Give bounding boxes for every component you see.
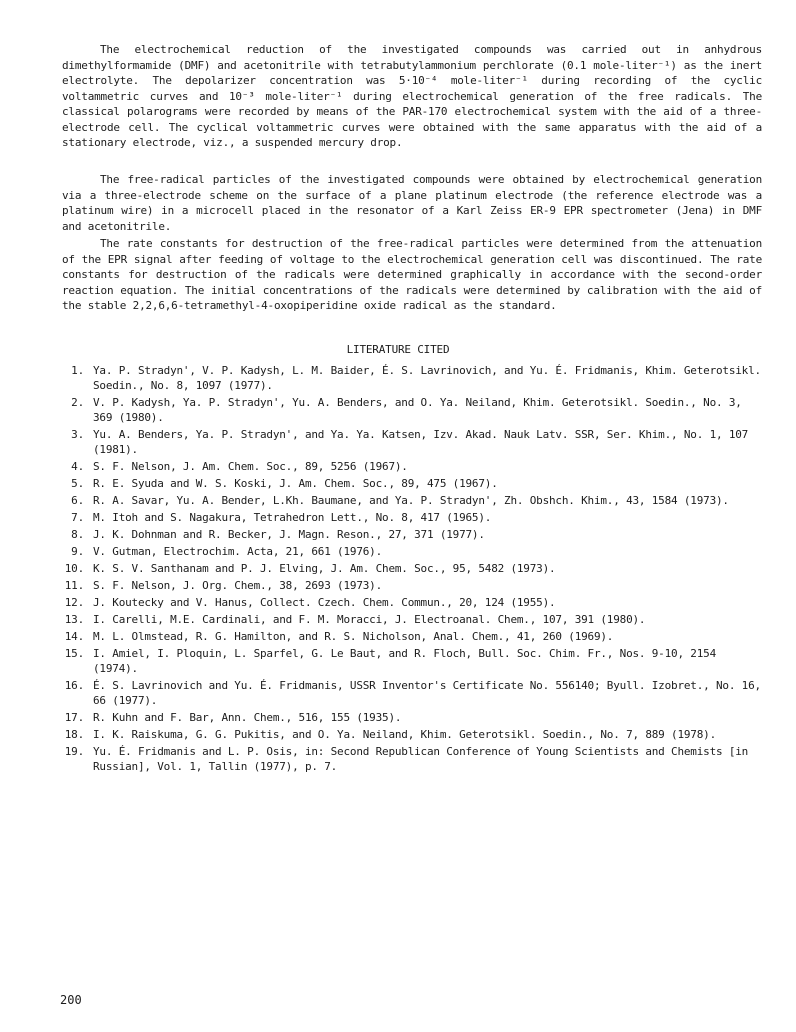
reference-number: 9. — [71, 545, 84, 558]
reference-number: 1. — [71, 364, 84, 377]
reference-number: 6. — [71, 494, 84, 507]
reference-item — [50, 527, 762, 542]
reference-item — [50, 510, 762, 525]
reference-text: K. S. V. Santhanam and P. J. Elving, J. Am. Chem. Soc., 95, 5482 (1973). — [93, 562, 556, 575]
reference-item — [50, 561, 762, 576]
reference-number: 14. — [64, 630, 84, 643]
reference-item — [50, 744, 762, 774]
reference-item — [50, 493, 762, 508]
reference-item — [50, 595, 762, 610]
reference-number: 15. — [64, 647, 84, 660]
reference-number: 19. — [64, 745, 84, 758]
reference-number: 8. — [71, 528, 84, 541]
reference-text: É. S. Lavrinovich and Yu. É. Fridmanis, USSR Inventor's Certificate No. 556140; Byull. Izobret., No. 16, 66 (1977). — [93, 679, 761, 707]
reference-item — [50, 476, 762, 491]
reference-item — [50, 395, 762, 425]
reference-list — [50, 363, 762, 776]
body-paragraph-methods: The electrochemical reduction of the investigated compounds was carried out in anhydrous dimethylformamide (DMF) and acetonitrile with tetrabutylammonium perchlorate (0.1 mole-liter⁻¹) as the inert electrolyte. The depolarizer concentration was 5·10⁻⁴ mole-liter⁻¹ during recording of the cyclic voltammetric curves and 10⁻³ mole-liter⁻¹ during electrochemical generation of the free radicals. The classical polarograms were recorded by means of the PAR-170 electrochemical system with the aid of a three-electrode cell. The cyclical voltammetric curves were obtained with the same apparatus with the aid of a stationary electrode, viz., a suspended mercury drop. — [62, 43, 762, 149]
reference-item — [50, 629, 762, 644]
reference-number: 7. — [71, 511, 84, 524]
reference-item — [50, 578, 762, 593]
reference-number: 13. — [64, 613, 84, 626]
reference-item — [50, 427, 762, 457]
reference-number: 10. — [64, 562, 84, 575]
reference-text: J. Koutecky and V. Hanus, Collect. Czech. Chem. Commun., 20, 124 (1955). — [93, 596, 556, 609]
reference-text: S. F. Nelson, J. Am. Chem. Soc., 89, 5256 (1967). — [93, 460, 408, 473]
reference-item — [50, 710, 762, 725]
reference-item — [50, 727, 762, 742]
reference-item — [50, 612, 762, 627]
literature-cited-heading: LITERATURE CITED — [346, 343, 450, 356]
reference-number: 3. — [71, 428, 84, 441]
reference-text: V. Gutman, Electrochim. Acta, 21, 661 (1976). — [93, 545, 383, 558]
reference-number: 11. — [64, 579, 84, 592]
reference-text: Yu. É. Fridmanis and L. P. Osis, in: Second Republican Conference of Young Scientists and Chemists [in Russian], Vol. 1, Tallin (1977), p. 7. — [93, 745, 749, 773]
reference-text: I. Carelli, M.E. Cardinali, and F. M. Moracci, J. Electroanal. Chem., 107, 391 (1980). — [93, 613, 646, 626]
reference-number: 17. — [64, 711, 84, 724]
reference-text: M. L. Olmstead, R. G. Hamilton, and R. S. Nicholson, Anal. Chem., 41, 260 (1969). — [93, 630, 614, 643]
reference-item — [50, 363, 762, 393]
reference-number: 4. — [71, 460, 84, 473]
reference-number: 2. — [71, 396, 84, 409]
reference-text: Ya. P. Stradyn', V. P. Kadysh, L. M. Baider, É. S. Lavrinovich, and Yu. É. Fridmanis, Khim. Geterotsikl. Soedin., No. 8, 1097 (1977). — [93, 364, 761, 392]
reference-text: R. Kuhn and F. Bar, Ann. Chem., 516, 155 (1935). — [93, 711, 402, 724]
reference-text: J. K. Dohnman and R. Becker, J. Magn. Reson., 27, 371 (1977). — [93, 528, 485, 541]
reference-number: 5. — [71, 477, 84, 490]
reference-text: R. E. Syuda and W. S. Koski, J. Am. Chem. Soc., 89, 475 (1967). — [93, 477, 498, 490]
reference-item — [50, 678, 762, 708]
reference-text: S. F. Nelson, J. Org. Chem., 38, 2693 (1973). — [93, 579, 383, 592]
reference-text: Yu. A. Benders, Ya. P. Stradyn', and Ya. Ya. Katsen, Izv. Akad. Nauk Latv. SSR, Ser. Khim., No. 1, 107 (1981). — [93, 428, 749, 456]
reference-text: M. Itoh and S. Nagakura, Tetrahedron Lett., No. 8, 417 (1965). — [93, 511, 492, 524]
reference-text: I. Amiel, I. Ploquin, L. Sparfel, G. Le Baut, and R. Floch, Bull. Soc. Chim. Fr., Nos. 9-10, 2154 (1974). — [93, 647, 716, 675]
page-number: 200 — [60, 993, 82, 1007]
body-paragraph-generation: The free-radical particles of the investigated compounds were obtained by electrochemical generation via a three-electrode scheme on the surface of a plane platinum electrode (the reference electrode was a platinum wire) in a microcell placed in the resonator of a Karl Zeiss ER-9 EPR spectrometer (Jena) in DMF and acetonitrile. — [62, 173, 762, 233]
reference-item — [50, 646, 762, 676]
reference-number: 18. — [64, 728, 84, 741]
reference-item — [50, 544, 762, 559]
reference-text: V. P. Kadysh, Ya. P. Stradyn', Yu. A. Benders, and O. Ya. Neiland, Khim. Geterotsikl. Soedin., No. 3, 369 (1980). — [93, 396, 742, 424]
reference-number: 12. — [64, 596, 84, 609]
reference-item — [50, 459, 762, 474]
body-paragraph-rate-constants: The rate constants for destruction of the free-radical particles were determined from the attenuation of the EPR signal after feeding of voltage to the electrochemical generation cell was discontinued. The rate constants for destruction of the radicals were determined graphically in accordance with the second-order reaction equation. The initial concentrations of the radicals were determined by calibration with the aid of the stable 2,2,6,6-tetramethyl-4-oxopiperidine oxide radical as the standard. — [62, 237, 762, 312]
reference-text: I. K. Raiskuma, G. G. Pukitis, and O. Ya. Neiland, Khim. Geterotsikl. Soedin., No. 7, 889 (1978). — [93, 728, 716, 741]
reference-number: 16. — [64, 679, 84, 692]
reference-text: R. A. Savar, Yu. A. Bender, L.Kh. Baumane, and Ya. P. Stradyn', Zh. Obshch. Khim., 43, 1584 (1973). — [93, 494, 729, 507]
